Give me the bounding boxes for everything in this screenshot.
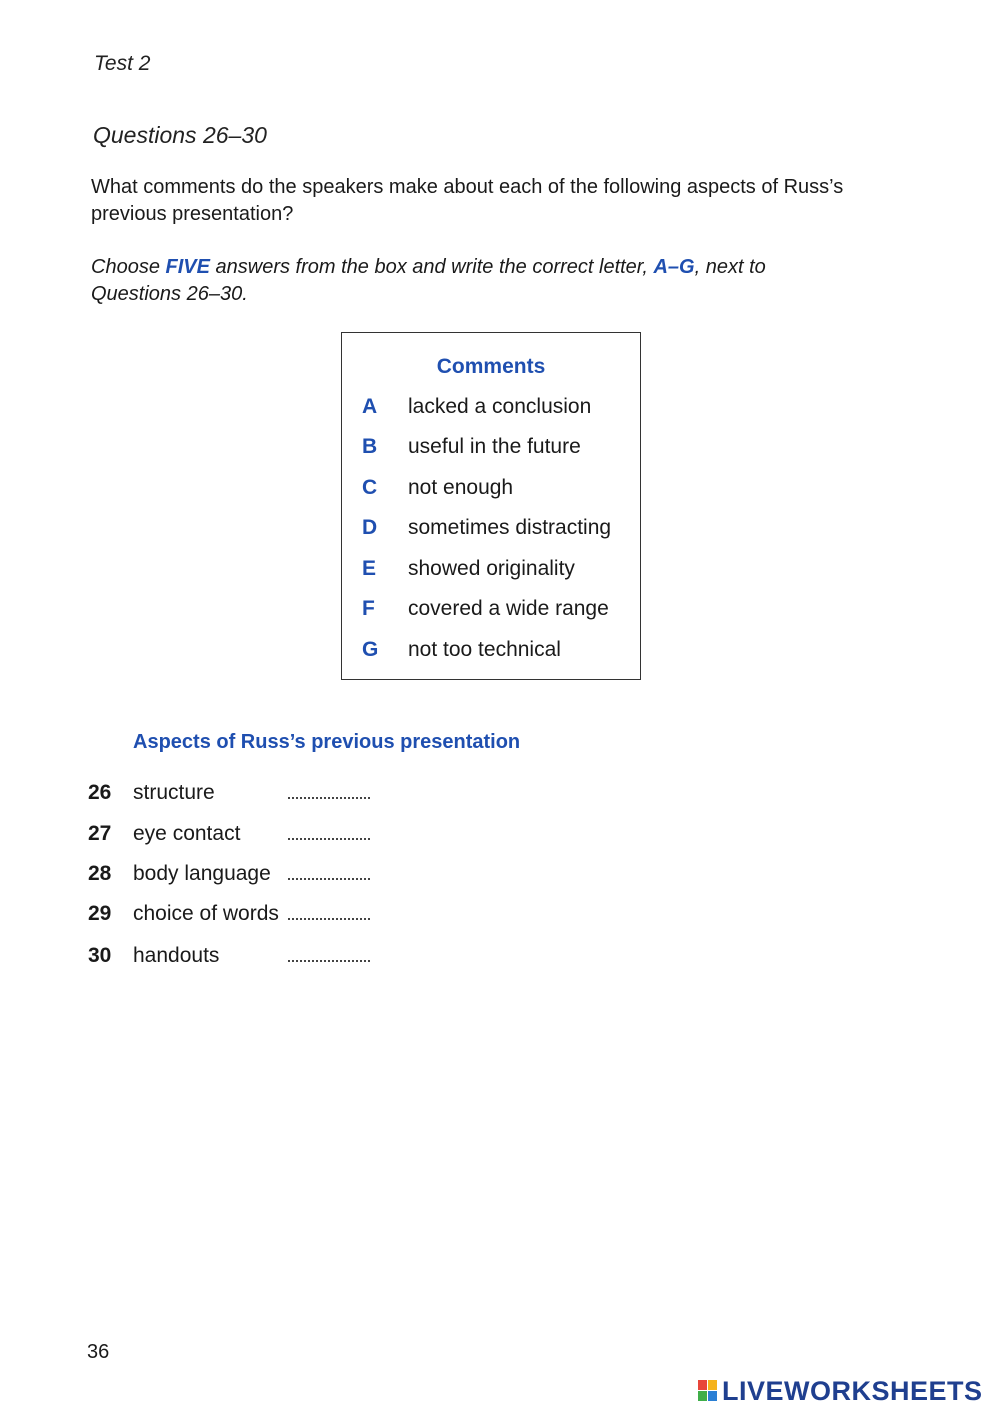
comments-box (341, 332, 641, 680)
answer-blank-30[interactable] (288, 946, 370, 962)
comment-letter: D (362, 516, 378, 539)
question-label: body language (133, 862, 271, 885)
comment-text: not too technical (408, 638, 561, 661)
question-number: 26 (88, 781, 112, 804)
question-number: 29 (88, 902, 112, 925)
comment-option (362, 395, 591, 423)
comment-text: not enough (408, 476, 514, 499)
aspects-heading: Aspects of Russ’s previous presentation (133, 731, 521, 753)
answer-blank-27[interactable] (288, 824, 370, 840)
question-label: handouts (133, 944, 220, 967)
choose-part2: answers from the box and write the correct letter, (209, 256, 654, 278)
liveworksheets-logo-icon (698, 1380, 718, 1402)
choose-five: FIVE (165, 256, 210, 278)
question-row-27 (88, 822, 370, 850)
question-number: 28 (88, 862, 112, 885)
question-label: structure (133, 781, 215, 804)
choose-part3: , next to Questions 26–30. (91, 256, 766, 305)
answer-blank-28[interactable] (288, 864, 370, 880)
question-number: 30 (88, 944, 112, 967)
choose-letter-range: A–G (653, 256, 695, 278)
question-number: 27 (88, 822, 112, 845)
comment-text: covered a wide range (408, 597, 609, 620)
liveworksheets-brand (698, 1376, 983, 1406)
comment-option (362, 557, 575, 585)
question-label: eye contact (133, 822, 241, 845)
comment-letter: A (362, 395, 378, 418)
brand-name: LIVEWORKSHEETS (722, 1375, 983, 1406)
comment-text: sometimes distracting (408, 516, 612, 539)
comment-text: useful in the future (408, 435, 581, 458)
comment-option (362, 638, 561, 666)
comment-option (362, 476, 513, 504)
comment-option (362, 516, 611, 544)
comment-text: showed originality (408, 557, 575, 580)
comment-letter: E (362, 557, 377, 580)
test-label: Test 2 (94, 52, 151, 75)
comment-letter: G (362, 638, 379, 661)
question-row-26 (88, 781, 370, 809)
answer-blank-29[interactable] (288, 904, 370, 920)
question-row-29 (88, 902, 370, 930)
instruction-text: What comments do the speakers make about each of the following aspects of Russ’s previous presentation? (91, 176, 844, 225)
page-number: 36 (87, 1341, 110, 1363)
comments-box-title: Comments (436, 355, 546, 378)
comment-option (362, 597, 609, 625)
question-label: choice of words (133, 902, 279, 925)
choose-part1: Choose (91, 256, 166, 278)
question-row-30 (88, 944, 370, 972)
question-row-28 (88, 862, 370, 890)
answer-blank-26[interactable] (288, 783, 370, 799)
question-range-heading: Questions 26–30 (93, 122, 267, 148)
choose-instruction (91, 254, 851, 308)
comment-letter: C (362, 476, 378, 499)
comment-option (362, 435, 581, 463)
comment-letter: B (362, 435, 378, 458)
comment-text: lacked a conclusion (408, 395, 592, 418)
comment-letter: F (362, 597, 375, 620)
